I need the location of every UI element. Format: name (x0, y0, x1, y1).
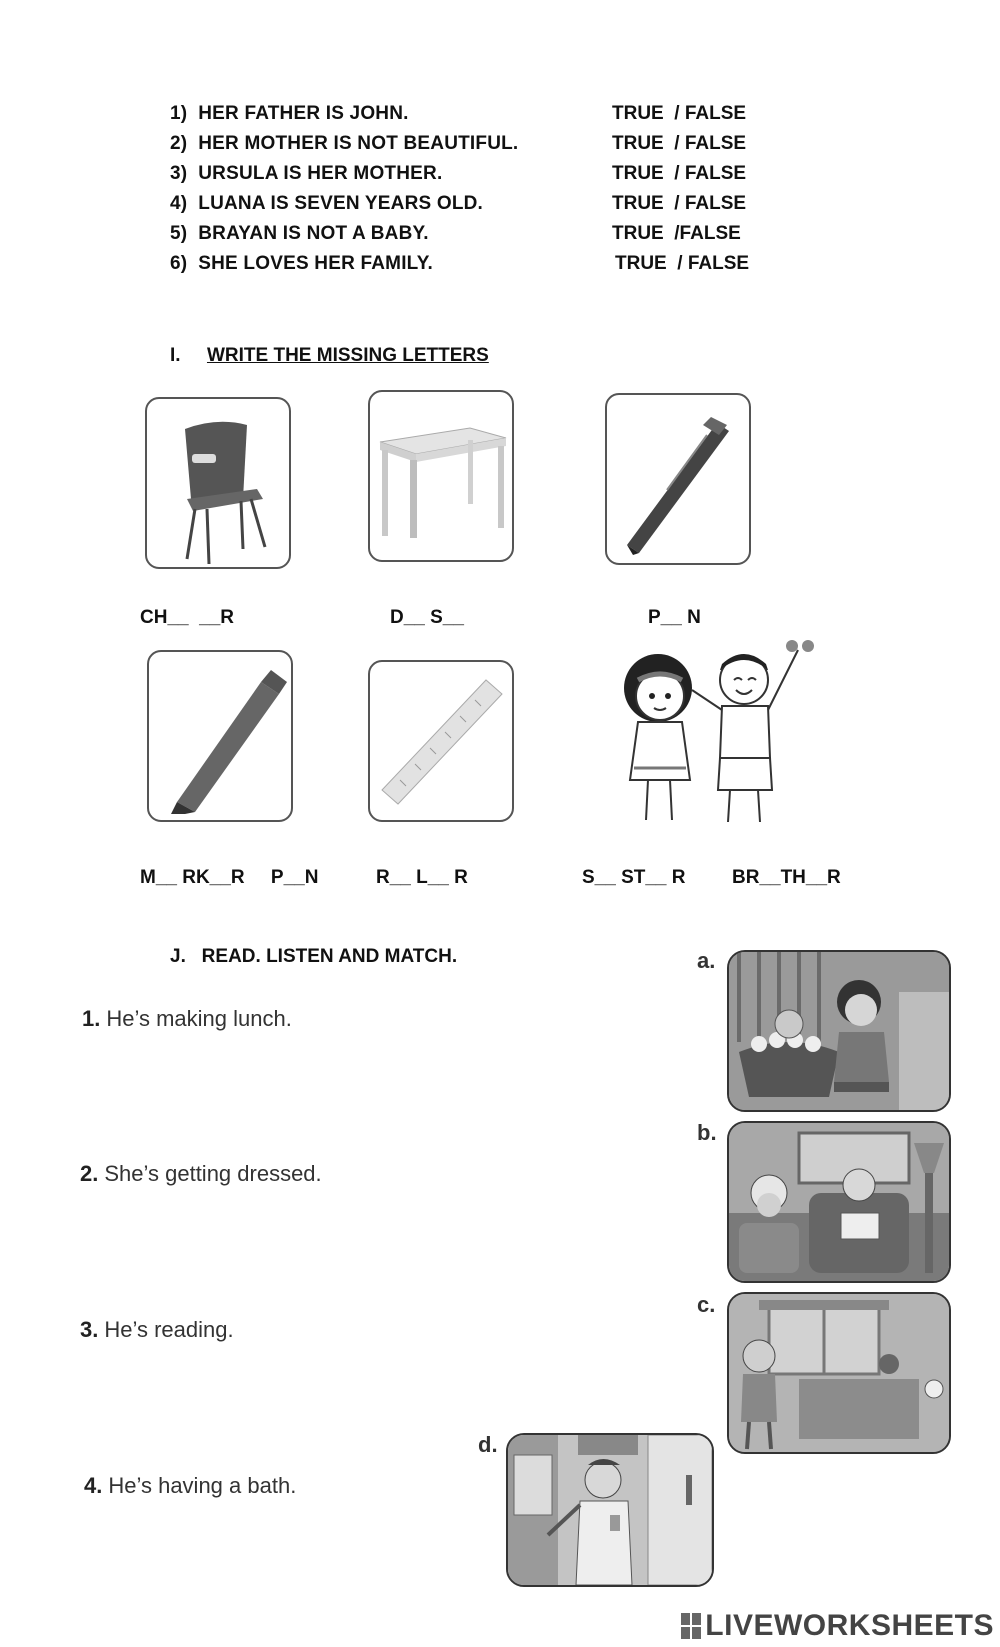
sentence-2[interactable]: 2. She’s getting dressed. (80, 1161, 322, 1186)
tf-answer-6[interactable]: TRUE / FALSE (615, 253, 750, 274)
tf-answer-3[interactable]: TRUE / FALSE (612, 163, 747, 184)
tf-item-2: 2) HER MOTHER IS NOT BEAUTIFUL. (170, 133, 519, 154)
tf-item-3: 3) URSULA IS HER MOTHER. (170, 163, 443, 184)
tf-answer-5[interactable]: TRUE /FALSE (612, 223, 741, 244)
word-pen[interactable]: P__ N (648, 607, 701, 628)
section-j-heading: J. READ. LISTEN AND MATCH. (170, 946, 458, 967)
sentence-4[interactable]: 4. He’s having a bath. (84, 1473, 297, 1498)
tf-answer-4[interactable]: TRUE / FALSE (612, 193, 747, 214)
sister-brother-picture (608, 640, 820, 835)
letter-a: a. (697, 948, 716, 973)
word-brother[interactable]: BR__TH__R (732, 867, 841, 888)
letter-c: c. (697, 1292, 716, 1317)
tf-item-1: 1) HER FATHER IS JOHN. (170, 103, 409, 124)
letter-d: d. (478, 1432, 498, 1457)
scene-b-picture[interactable] (727, 1121, 951, 1283)
sentence-3[interactable]: 3. He’s reading. (80, 1317, 234, 1342)
scene-a-picture[interactable] (727, 950, 951, 1112)
letter-b: b. (697, 1120, 717, 1145)
pen-picture (605, 393, 751, 565)
bedroom-scene-icon (729, 1294, 949, 1452)
word-sister[interactable]: S__ ST__ R (582, 867, 686, 888)
section-i-heading: I. WRITE THE MISSING LETTERS (170, 345, 489, 366)
liveworksheets-logo-icon (681, 1613, 701, 1639)
scene-c-picture[interactable] (727, 1292, 951, 1454)
ruler-picture (368, 660, 514, 822)
word-chair[interactable]: CH__ __R (140, 607, 234, 628)
chair-picture (145, 397, 291, 569)
tf-answer-2[interactable]: TRUE / FALSE (612, 133, 747, 154)
desk-icon (370, 392, 512, 560)
pen-icon (607, 395, 749, 563)
word-ruler[interactable]: R__ L__ R (376, 867, 468, 888)
word-desk[interactable]: D__ S__ (390, 607, 464, 628)
marker-icon (149, 652, 291, 820)
tf-item-6: 6) SHE LOVES HER FAMILY. (170, 253, 433, 274)
scene-d-picture[interactable] (506, 1433, 714, 1587)
section-i-title: WRITE THE MISSING LETTERS (206, 345, 489, 366)
word-marker-pen[interactable]: M__ RK__R P__N (140, 867, 319, 888)
chair-icon (147, 399, 289, 567)
ruler-icon (370, 662, 512, 820)
desk-picture (368, 390, 514, 562)
tf-item-5: 5) BRAYAN IS NOT A BABY. (170, 223, 429, 244)
children-icon (608, 640, 820, 835)
kitchen-scene-icon (729, 952, 949, 1110)
tf-item-4: 4) LUANA IS SEVEN YEARS OLD. (170, 193, 484, 214)
living-room-scene-icon (729, 1123, 949, 1281)
marker-pen-picture (147, 650, 293, 822)
bathroom-scene-icon (508, 1435, 712, 1585)
liveworksheets-logo: LIVEWORKSHEETS (681, 1609, 994, 1643)
sentence-1[interactable]: 1. He’s making lunch. (82, 1006, 292, 1031)
tf-answer-1[interactable]: TRUE / FALSE (612, 103, 747, 124)
